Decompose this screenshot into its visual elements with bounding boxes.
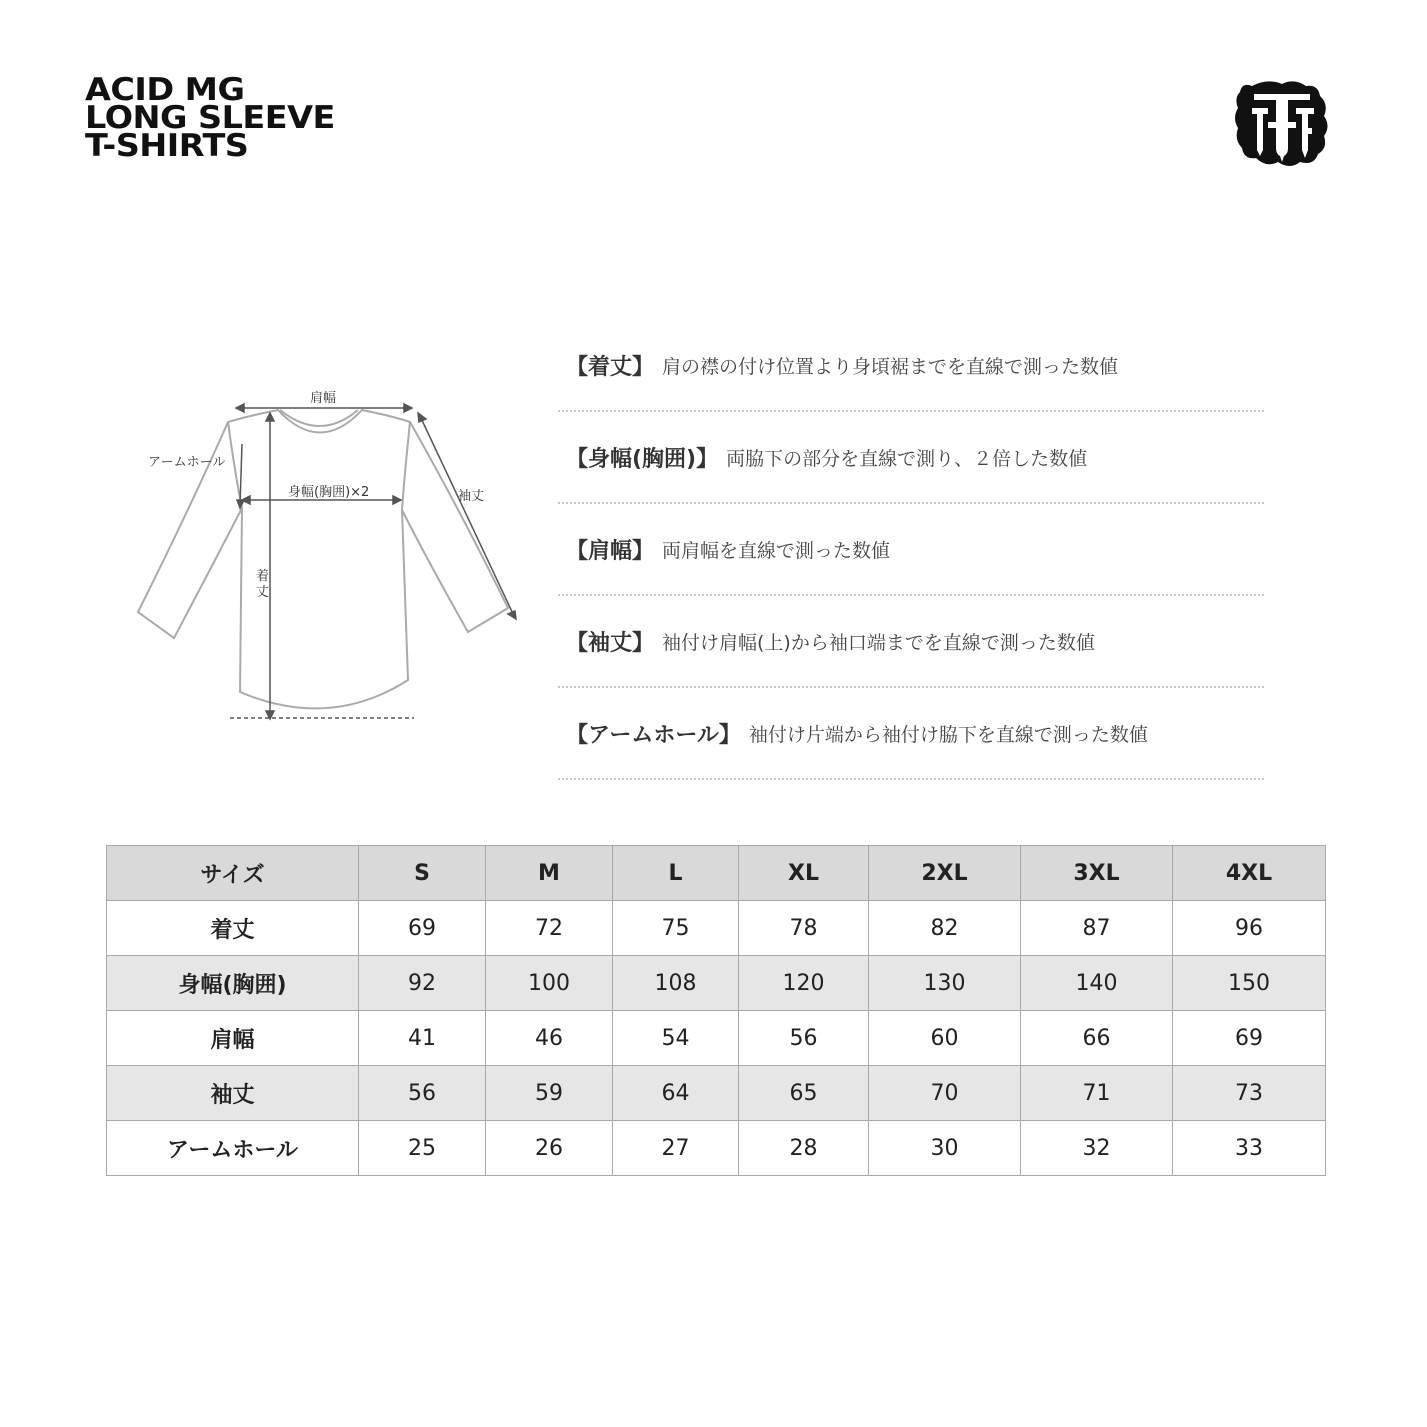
sleeve-seam-right [402, 422, 410, 510]
table-row [107, 1011, 1326, 1066]
definition-term: 【アームホール】 [566, 722, 741, 748]
table-cell: 69 [1173, 1011, 1326, 1066]
table-cell: 78 [739, 901, 869, 956]
header-l: L [613, 846, 739, 901]
definition-desc: 袖付け肩幅(上)から袖口端までを直線で測った数値 [662, 631, 1095, 654]
table-cell: 25 [359, 1121, 486, 1176]
table-cell: 32 [1021, 1121, 1173, 1176]
definition-desc: 袖付け片端から袖付け脇下を直線で測った数値 [748, 723, 1148, 746]
label-chest-width: 身幅(胸囲)×2 [288, 485, 370, 500]
row-label: 袖丈 [107, 1066, 359, 1121]
row-label: アームホール [107, 1121, 359, 1176]
table-cell: 92 [359, 956, 486, 1011]
header-s: S [359, 846, 486, 901]
definition-desc: 両肩幅を直線で測った数値 [662, 539, 891, 562]
table-cell: 100 [486, 956, 613, 1011]
title-line-1: ACID MG [85, 72, 245, 108]
definition-term: 【身幅(胸囲)】 [566, 446, 719, 472]
table-cell: 130 [869, 956, 1021, 1011]
table-cell: 64 [613, 1066, 739, 1121]
table-row [107, 901, 1326, 956]
table-cell: 75 [613, 901, 739, 956]
table-cell: 120 [739, 956, 869, 1011]
table-cell: 56 [359, 1066, 486, 1121]
table-row [107, 956, 1326, 1011]
definition-row [558, 504, 1264, 596]
row-label: 肩幅 [107, 1011, 359, 1066]
definition-desc: 両脇下の部分を直線で測り、２倍した数値 [726, 447, 1088, 470]
table-cell: 108 [613, 956, 739, 1011]
table-cell: 46 [486, 1011, 613, 1066]
header-2xl: 2XL [869, 846, 1021, 901]
row-label: 着丈 [107, 901, 359, 956]
size-header-row [107, 846, 1326, 901]
definition-term: 【袖丈】 [566, 630, 655, 656]
brand-logo-icon [1232, 78, 1332, 170]
header-3xl: 3XL [1021, 846, 1173, 901]
label-armhole: アームホール [148, 455, 226, 470]
header-m: M [486, 846, 613, 901]
definition-row [558, 320, 1264, 412]
header-xl: XL [739, 846, 869, 901]
table-cell: 72 [486, 901, 613, 956]
table-cell: 73 [1173, 1066, 1326, 1121]
table-cell: 28 [739, 1121, 869, 1176]
title-line-3: T-SHIRTS [85, 128, 249, 164]
table-cell: 26 [486, 1121, 613, 1176]
definition-desc: 肩の襟の付け位置より身頃裾までを直線で測った数値 [662, 355, 1119, 378]
table-cell: 70 [869, 1066, 1021, 1121]
header-size: サイズ [107, 846, 359, 901]
definition-row [558, 688, 1264, 780]
table-cell: 87 [1021, 901, 1173, 956]
definition-term: 【肩幅】 [566, 538, 655, 564]
label-body-length-2: 丈 [256, 585, 270, 600]
table-row [107, 1121, 1326, 1176]
table-cell: 96 [1173, 901, 1326, 956]
definition-term: 【着丈】 [566, 354, 655, 380]
table-cell: 30 [869, 1121, 1021, 1176]
garment-measurement-diagram [130, 380, 530, 730]
table-cell: 69 [359, 901, 486, 956]
table-cell: 33 [1173, 1121, 1326, 1176]
table-row [107, 1066, 1326, 1121]
table-cell: 59 [486, 1066, 613, 1121]
table-cell: 140 [1021, 956, 1173, 1011]
product-title [85, 72, 335, 164]
measurement-definitions [558, 320, 1264, 780]
table-cell: 41 [359, 1011, 486, 1066]
label-body-length-1: 着 [256, 569, 270, 584]
row-label: 身幅(胸囲) [107, 956, 359, 1011]
table-cell: 65 [739, 1066, 869, 1121]
table-cell: 66 [1021, 1011, 1173, 1066]
table-cell: 82 [869, 901, 1021, 956]
label-sleeve-length: 袖丈 [458, 489, 485, 504]
definition-row [558, 412, 1264, 504]
definition-row [558, 596, 1264, 688]
label-shoulder-width: 肩幅 [310, 391, 337, 406]
table-cell: 54 [613, 1011, 739, 1066]
table-cell: 60 [869, 1011, 1021, 1066]
table-cell: 56 [739, 1011, 869, 1066]
title-line-2: LONG SLEEVE [85, 100, 335, 136]
table-cell: 71 [1021, 1066, 1173, 1121]
header-4xl: 4XL [1173, 846, 1326, 901]
table-cell: 150 [1173, 956, 1326, 1011]
size-table [106, 845, 1326, 1176]
table-cell: 27 [613, 1121, 739, 1176]
